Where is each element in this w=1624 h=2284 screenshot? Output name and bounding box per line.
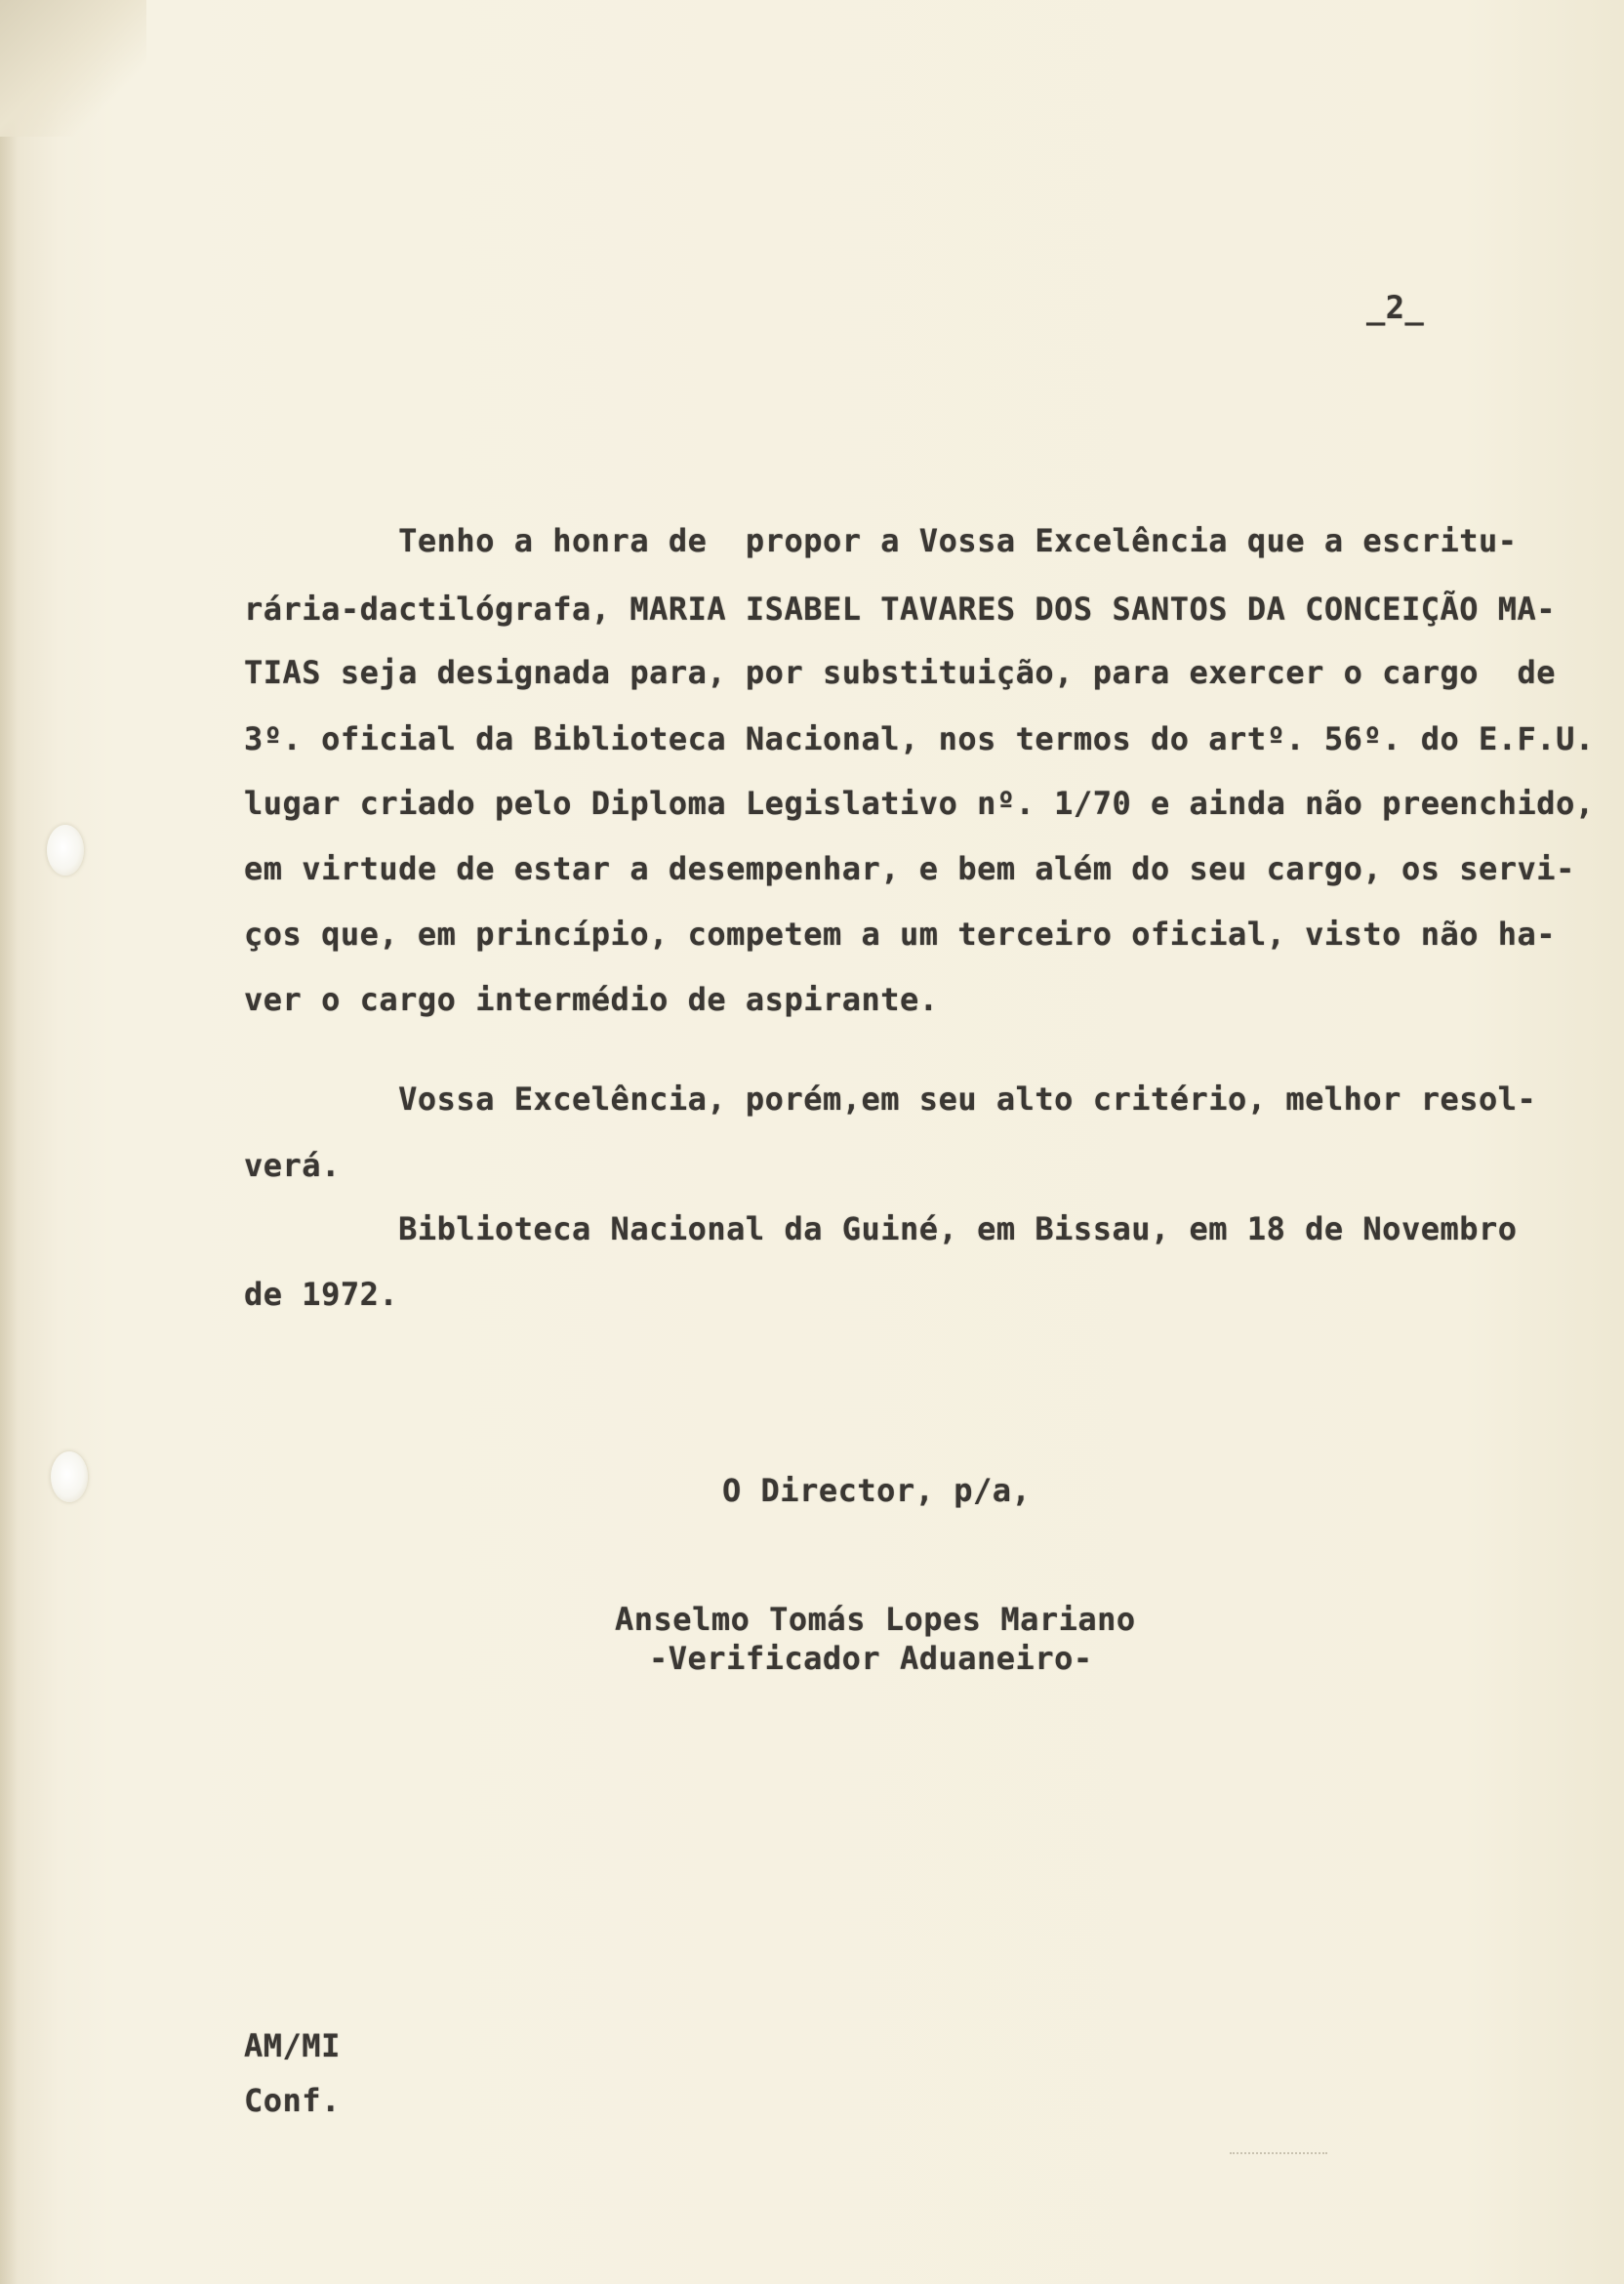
paragraph-line: lugar criado pelo Diploma Legislativo nº. 1/70 e ainda não preenchido, — [244, 785, 1595, 822]
conformity-note: Conf. — [244, 2082, 341, 2119]
paragraph-line: rária-dactilógrafa, MARIA ISABEL TAVARES DOS SANTOS DA CONCEIÇÃO MA- — [244, 591, 1557, 628]
signatory-title: -Verificador Aduaneiro- — [649, 1640, 1093, 1677]
page-number: _2_ — [1366, 289, 1425, 326]
paper-fold — [0, 0, 146, 137]
punch-hole-lower — [51, 1451, 88, 1502]
paragraph-line: 3º. oficial da Biblioteca Nacional, nos termos do artº. 56º. do E.F.U. — [244, 720, 1595, 757]
punch-hole-upper — [47, 825, 84, 876]
paragraph-line: em virtude de estar a desempenhar, e bem além do seu cargo, os servi- — [244, 850, 1575, 887]
paragraph-line: ver o cargo intermédio de aspirante. — [244, 981, 939, 1018]
paragraph-line: de 1972. — [244, 1276, 399, 1313]
paragraph-line: Tenho a honra de propor a Vossa Excelência que a escritu- — [244, 522, 1518, 559]
paragraph-line: ços que, em princípio, competem a um terceiro oficial, visto não ha- — [244, 916, 1557, 953]
paragraph-line: Vossa Excelência, porém,em seu alto critério, melhor resol- — [244, 1081, 1537, 1118]
paragraph-line: verá. — [244, 1147, 341, 1184]
signatory-name: Anselmo Tomás Lopes Mariano — [615, 1601, 1136, 1638]
paper-edge-shadow — [0, 0, 18, 2284]
reference-initials: AM/MI — [244, 2027, 341, 2064]
paper-mark — [1230, 2152, 1327, 2160]
paragraph-line: TIAS seja designada para, por substituição, para exercer o cargo de — [244, 654, 1557, 691]
paragraph-line: Biblioteca Nacional da Guiné, em Bissau, em 18 de Novembro — [244, 1210, 1518, 1247]
signature-closing: O Director, p/a, — [722, 1472, 1032, 1509]
